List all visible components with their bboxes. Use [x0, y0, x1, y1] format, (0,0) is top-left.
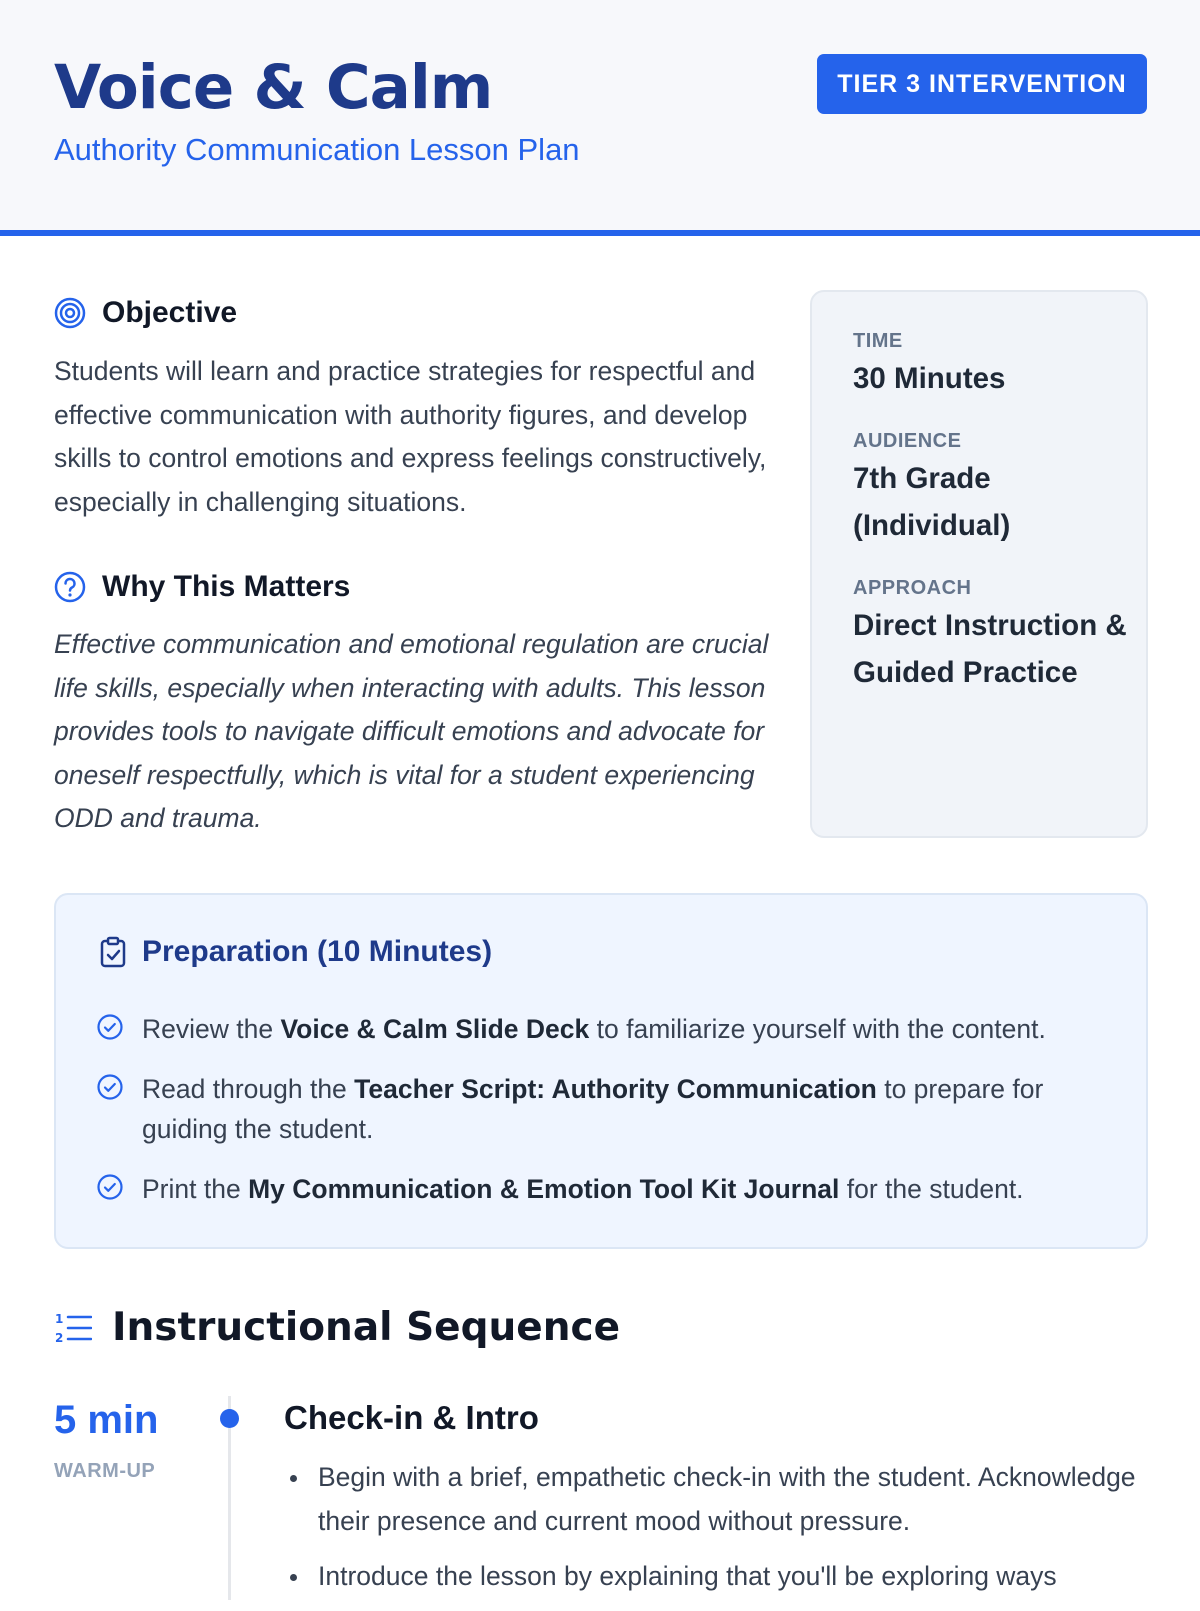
why-heading: [54, 570, 350, 604]
preparation-heading: [98, 935, 492, 969]
target-icon: [54, 297, 86, 329]
prep-item: [96, 1009, 1102, 1049]
clipboard-check-icon: [98, 936, 128, 968]
audience-value: 7th Grade (Individual): [853, 462, 1011, 542]
objective-text: Students will learn and practice strategies for respectful and effective communication with authority figures, and develop skills to control emotions and express feelings constructively, especially in challenging situations.: [54, 356, 767, 517]
prep-item-text: Review the Voice & Calm Slide Deck to familiarize yourself with the content.: [142, 1014, 1046, 1044]
svg-text:2: 2: [55, 1330, 64, 1345]
svg-text:1: 1: [55, 1311, 64, 1326]
preparation-panel: [54, 893, 1148, 1249]
sequence-heading-label: Instructional Sequence: [112, 1305, 621, 1350]
question-circle-icon: [54, 571, 86, 603]
approach-label: APPROACH: [853, 577, 972, 599]
numbered-list-icon: [54, 1311, 92, 1345]
page-header: [0, 0, 1200, 236]
time-label: TIME: [853, 330, 903, 352]
check-circle-icon: [96, 1173, 124, 1201]
step-duration: 5 min: [54, 1398, 159, 1442]
page-title: Voice & Calm: [54, 52, 493, 123]
prep-item-text: Read through the Teacher Script: Authority Communication to prepare for guiding the student.: [142, 1074, 1044, 1144]
page-subtitle: Authority Communication Lesson Plan: [54, 132, 580, 167]
timeline-dot: [220, 1409, 239, 1428]
check-circle-icon: [96, 1013, 124, 1041]
tier-badge: TIER 3 INTERVENTION: [817, 54, 1147, 114]
lesson-details-card: [810, 290, 1148, 838]
audience-detail: [853, 430, 1133, 549]
approach-detail: [853, 577, 1133, 696]
prep-item-text: Print the My Communication & Emotion Tool Kit Journal for the student.: [142, 1174, 1024, 1204]
audience-label: AUDIENCE: [853, 430, 962, 452]
sequence-heading: [54, 1305, 620, 1350]
time-value: 30 Minutes: [853, 362, 1006, 395]
resource-name: My Communication & Emotion Tool Kit Journal: [248, 1174, 840, 1204]
why-text: Effective communication and emotional regulation are crucial life skills, especially when interacting with adults. This lesson provides tools to navigate difficult emotions and advocate for oneself respectfully, which is vital for a student experiencing ODD and trauma.: [54, 629, 769, 833]
step-bullets: [284, 1456, 1174, 1611]
approach-value: Direct Instruction & Guided Practice: [853, 609, 1127, 689]
prep-item: [96, 1069, 1092, 1149]
why-heading-label: Why This Matters: [102, 570, 351, 603]
list-item: Begin with a brief, empathetic check-in with the student. Acknowledge their presence and current mood without pressure.: [284, 1456, 1174, 1543]
objective-heading: [54, 296, 237, 330]
preparation-heading-label: Preparation (10 Minutes): [142, 935, 493, 968]
time-detail: [853, 330, 1133, 402]
list-item: Introduce the lesson by explaining that you'll be exploring ways: [284, 1555, 1174, 1599]
step-title: Check-in & Intro: [284, 1399, 539, 1436]
step-phase: WARM-UP: [54, 1460, 156, 1482]
prep-item: [96, 1169, 1102, 1209]
check-circle-icon: [96, 1073, 124, 1101]
objective-heading-label: Objective: [102, 296, 238, 329]
resource-name: Voice & Calm Slide Deck: [280, 1014, 590, 1044]
resource-name: Teacher Script: Authority Communication: [354, 1074, 877, 1104]
